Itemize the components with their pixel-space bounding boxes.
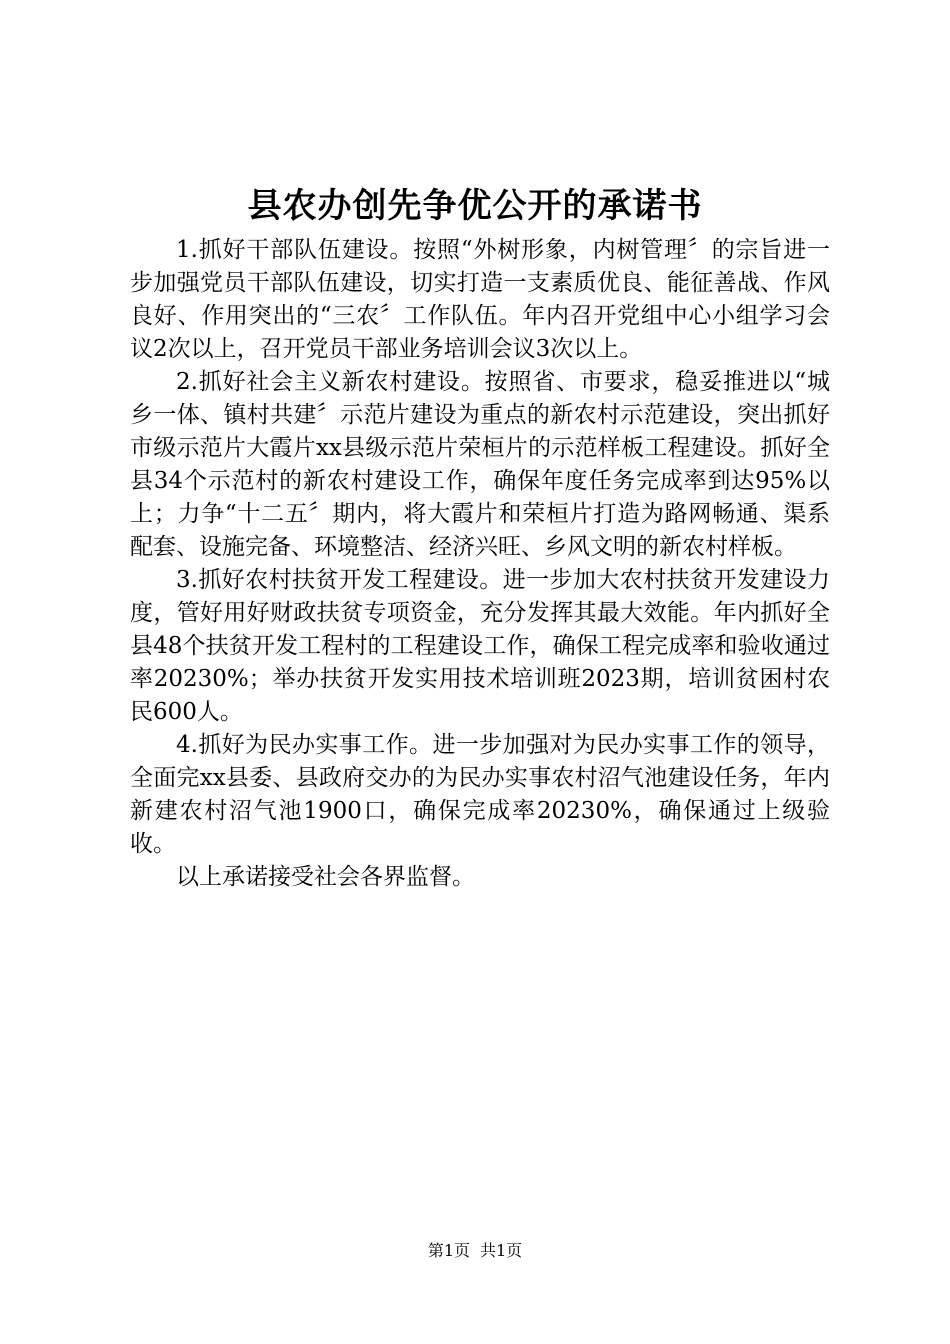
paragraph-practical-work: 4.抓好为民办实事工作。进一步加强对为民办实事工作的领导，全面完xx县委、县政府交办的为民办实事农村沼气池建设任务，年内新建农村沼气池1900口，确保完成率20230%，确保通过上级验收。 xyxy=(130,732,830,857)
paragraph-new-countryside: 2.抓好社会主义新农村建设。按照省、市要求，稳妥推进以“城乡一体、镇村共建〞示范片建设为重点的新农村示范建设，突出抓好市级示范片大霞片xx县级示范片荣桓片的示范样板工程建设。抓好全县34个示范村的新农村建设工作，确保年度任务完成率到达95%以上；力争“十二五〞期内，将大霞片和荣桓片打造为路网畅通、渠系配套、设施完备、环境整洁、经济兴旺、乡风文明的新农村样板。 xyxy=(130,369,830,560)
document-body xyxy=(130,234,830,894)
page-total: 共1页 xyxy=(480,1241,523,1260)
paragraph-cadre-team: 1.抓好干部队伍建设。按照“外树形象，内树管理〞的宗旨进一步加强党员干部队伍建设，切实打造一支素质优良、能征善战、作风良好、作用突出的“三农〞工作队伍。年内召开党组中心小组学习会议2次以上，召开党员干部业务培训会议3次以上。 xyxy=(130,237,830,362)
paragraph-poverty-alleviation: 3.抓好农村扶贫开发工程建设。进一步加大农村扶贫开发建设力度，管好用好财政扶贫专项资金，充分发挥其最大效能。年内抓好全县48个扶贫开发工程村的工程建设工作，确保工程完成率和验收通过率20230%；举办扶贫开发实用技术培训班2023期，培训贫困村农民600人。 xyxy=(130,567,830,725)
page-number: 第1页 xyxy=(427,1241,470,1260)
paragraph-supervision: 以上承诺接受社会各界监督。 xyxy=(176,864,475,890)
page-footer xyxy=(0,1238,950,1264)
document-title: 县农办创先争优公开的承诺书 xyxy=(247,186,703,226)
